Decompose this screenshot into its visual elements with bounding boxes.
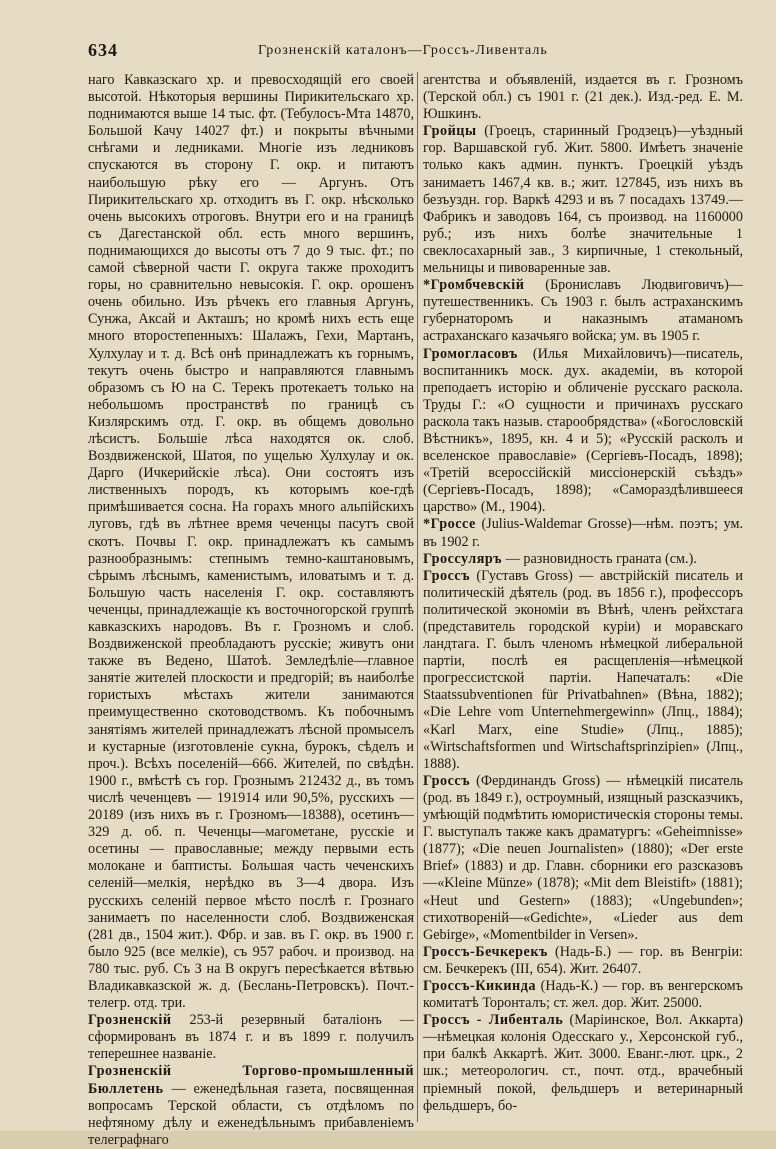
running-head: Грозненскій каталонъ—Гроссъ-Ливенталь: [258, 43, 548, 58]
entry-text: (Маріинское, Вол. Аккарта)—нѣмецкая колонія Одесскаго у., Херсонской губ., при балкѣ Аккартѣ. Жит. 3000. Еванг.-лют. црк., 2 шк.; метеорологич. ст., почт. отд., врачебный пріемный покой, фельдшеръ и ветеринарный фельдшеръ, бо-: [423, 1012, 743, 1114]
entry-gromoglasov: [423, 346, 743, 517]
entry-text: (Надь-К.) — гор. въ венгерскомъ комитатѣ Торонталъ; ст. жел. дор. Жит. 25000.: [423, 977, 743, 1012]
entry-text: (Фердинандъ Gross) — нѣмецкій писатель (род. въ 1849 г.), остроумный, изящный разсказчикъ, умѣющій подмѣтить юмористическія стороны темы. Г. выступалъ также какъ драматургъ: «Geheimnisse» (1877); «Die neuen Journalisten» (1880); «Der erste Brief» (1883) и др. Главн. сборники его разсказовъ—«Kleine Münze» (1878); «Mit dem Bleistift» (1881); «Heut und Gestern» (1883); «Ungebunden»; стихотвореній—«Gedichte», «Lieder aus dem Gebirge», «Momentbilder in Versen».: [423, 772, 743, 943]
page-header: [88, 40, 748, 64]
column-divider: [417, 72, 418, 1122]
entry-headword: Гроссъ: [423, 772, 470, 789]
entry-headword: *Громбчевскій: [423, 277, 525, 294]
entry-gross-ferdinand: [423, 773, 743, 944]
entry-headword: *Гроссе: [423, 516, 476, 533]
entry-gross-gustav: [423, 568, 743, 773]
article-continuation: агентства и объявленій, издается въ г. Грозномъ (Терской обл.) съ 1901 г. (21 дек.). Изд.-ред. Е. М. Юшкинъ.: [423, 72, 743, 123]
entry-text: (Брониславъ Людвиговичъ)—путешественникъ. Съ 1903 г. былъ астраханскимъ губернаторомъ и наказнымъ атаманомъ астраханскаго казачьяго войска; ум. въ 1905 г.: [423, 277, 743, 345]
entry-headword: Громогласовъ: [423, 345, 518, 362]
right-column: [423, 72, 743, 1122]
entry-groznenskiy-battalion: [88, 1012, 414, 1063]
entry-gross-libental: [423, 1012, 743, 1115]
entry-grosse: [423, 516, 743, 550]
entry-grossular: [423, 551, 743, 568]
entry-text: — еженедѣльная газета, посвященная вопросамъ Терской области, съ отдѣломъ по нефтяному дѣлу и еженедѣльнымъ прибавленіемъ телеграфнаго: [88, 1080, 414, 1148]
entry-text: (Илья Михайловичъ)—писатель, воспитанникъ моск. дух. академіи, въ которой преподаетъ исторію и обличеніе русскаго раскола. Труды Г.: «О сущности и причинахъ русскаго раскола такъ назыв. старообрядства» («Богословскій Вѣстникъ», 1895, кн. 4 и 5); «Русскій расколъ и вселенское православіе» (Сергіевъ-Посадъ, 1898); «Третій всероссійскій миссіонерскій съѣздъ» (Сергіевъ-Посадъ, 1898); «Самораздѣлившееся царство» (М., 1904).: [423, 345, 743, 516]
entry-gross-bechkerek: [423, 944, 743, 978]
entry-text: (Julius-Waldemar Grosse)—нѣм. поэтъ; ум. въ 1902 г.: [423, 516, 743, 550]
entry-headword: Гроссъ: [423, 567, 470, 584]
entry-grombchevskiy: [423, 277, 743, 345]
entry-headword: Грозненскій Торгово-промышленный Бюллетень: [88, 1063, 414, 1097]
article-continuation: наго Кавказскаго хр. и превосходящій его своей высотой. Нѣкоторыя вершины Пирикительскаго хр. поднимаются выше 14 тыс. фт. (Тебулосъ-Мта 14870, Большой Качу 14027 фт.) и покрыты вѣчными снѣгами и ледниками. Многіе изъ ледниковъ спускаются въ сторону Г. окр. и питаютъ наибольшую рѣку его — Аргунъ. Отъ Пирикительскаго хр. отходитъ въ Г. окр. нѣсколько очень высокихъ отроговъ. Внутри его и на границѣ съ Дагестанской обл. есть много вершинъ, поднимающихся до высоты отъ 7 до 9 тыс. фт.; по самой сѣверной части Г. округа также проходитъ горы, но сравнительно невысокія. Г. окр. орошенъ очень обильно. Изъ рѣчекъ его главныя Аргунъ, Сунжа, Аксай и Акташъ; но кромѣ нихъ есть еще много второстепенныхъ: Шалажъ, Гехи, Мартанъ, Хулхулау и т. д. Всѣ онѣ принадлежатъ къ горнымъ, текутъ очень быстро и направляются главнымъ образомъ съ Ю на С. Терекъ протекаетъ только на небольшомъ пространствѣ по границѣ съ Кизлярскимъ отд. Г. окр. въ общемъ довольно лѣсистъ. Большіе лѣса находятся ок. слоб. Воздвиженской, Шатоя, по ущелью Хулхулау и ок. Дарго (Ичкерийскіе лѣса). Они состоятъ изъ лиственныхъ породъ, къ которымъ кое-гдѣ примѣшивается сосна. На горахъ много альпійскихъ луговъ, гдѣ въ лѣтнее время чеченцы пасутъ свой скотъ. Почвы Г. окр. принадлежатъ къ самымъ разнообразнымъ: степнымъ темно-каштановымъ, сѣрымъ лѣснымъ, каменистымъ, иловатымъ и т. д. Большую часть населенія Г. окр. составляютъ чеченцы, принадлежащіе къ восточногорской группѣ кавказскихъ народовъ. Въ г. Грозномъ и слоб. Воздвиженской преобладаютъ русскіе; живутъ они также въ Ведено, Шатоѣ. Земледѣліе—главное занятіе жителей плоскости и предгорій; въ наиболѣе гористыхъ мѣстахъ жители занимаются преимущественно скотоводствомъ. Къ побочнымъ занятіямъ жителей принадлежатъ лѣсной промыселъ и кустарные (изготовленіе сукна, бурокъ, сѣделъ и проч.). Всѣхъ поселеній—666. Жителей, по свѣдѣн. 1900 г., вмѣстѣ съ гор. Грознымъ 212432 д., въ томъ числѣ чеченцевъ — 191914 или 90,5%, русскихъ — 20189 (изъ нихъ въ г. Грозномъ—18388), осетинъ—329 д. об. п. Чеченцы—магометане, русскіе и осетины — православные; между первыми есть молокане и баптисты. Большая часть чеченскихъ селеній—мелкія, нерѣдко въ 3—4 двора. Изъ русскихъ селеній первое мѣсто послѣ г. Грознаго занимаетъ по населенности слоб. Воздвиженская (281 дв., 1504 жит.). Фбр. и зав. въ Г. окр. въ 1900 г. было 925 (все мелкіе), съ 957 рабоч. и производ. на 780 тыс. руб. Съ З на В округъ пересѣкается вѣтвью Владикавказской ж. д. (Беслань-Петровскъ). Почт.-телегр. отд. три.: [88, 72, 414, 1012]
page-number: 634: [88, 40, 118, 60]
entry-groznenskiy-bulletin: [88, 1063, 414, 1148]
entry-groytsy: [423, 123, 743, 277]
entry-text: — разновидность граната (см.).: [502, 550, 697, 567]
entry-text: 253-й резервный баталіонъ — сформированъ въ 1874 г. и въ 1899 г. получилъ теперешнее названіе.: [88, 1012, 414, 1063]
entry-gross-kikinda: [423, 978, 743, 1012]
entry-text: (Густавъ Gross) — австрійскій писатель и политическій дѣятель (род. въ 1856 г.), профессоръ политической экономіи въ Вѣнѣ, членъ рейхстага (представитель городской куріи) и моравскаго ландтага. Г. былъ членомъ нѣмецкой либеральной партіи, послѣ ея расщепленія—нѣмецкой прогрессистской партіи. Напечаталъ: «Die Staatssubventionen für Privatbahnen» (Вѣна, 1882); «Die Lehre vom Unternehmergewinn» (Лпц., 1884); «Karl Marx, eine Studie» (Лпц., 1885); «Wirtschaftsformen und Wirtschaftsprinzipien» (Лпц., 1888).: [423, 567, 743, 772]
entry-headword: Гроссъ - Либенталь: [423, 1012, 564, 1029]
entry-headword: Грозненскій: [88, 1012, 172, 1029]
entry-headword: Гроссуляръ: [423, 550, 503, 567]
entry-text: (Надь-Б.) — гор. въ Венгріи: см. Бечкерекъ (III, 654). Жит. 26407.: [423, 943, 743, 977]
left-column: [88, 72, 414, 1148]
entry-headword: Гроссъ-Кикинда: [423, 977, 536, 994]
entry-headword: Гройцы: [423, 123, 477, 140]
entry-text: (Гроецъ, старинный Гродзецъ)—уѣздный гор. Варшавской губ. Жит. 5800. Имѣетъ значеніе только какъ админ. пунктъ. Гроецкій уѣздъ занимаетъ 1467,4 кв. в.; жит. 127845, изъ нихъ въ безъуздн. гор. Варкѣ 4293 и въ 7 посадахъ 13749.—Фабрикъ и заводовъ 164, съ производ. на 1160000 руб.; изъ нихъ болѣе значительные 1 свеклосахарный зав., 3 кирпичные, 1 стекольный, мельницы и пивоваренные зав.: [423, 123, 743, 277]
entry-headword: Гроссъ-Бечкерекъ: [423, 943, 548, 960]
